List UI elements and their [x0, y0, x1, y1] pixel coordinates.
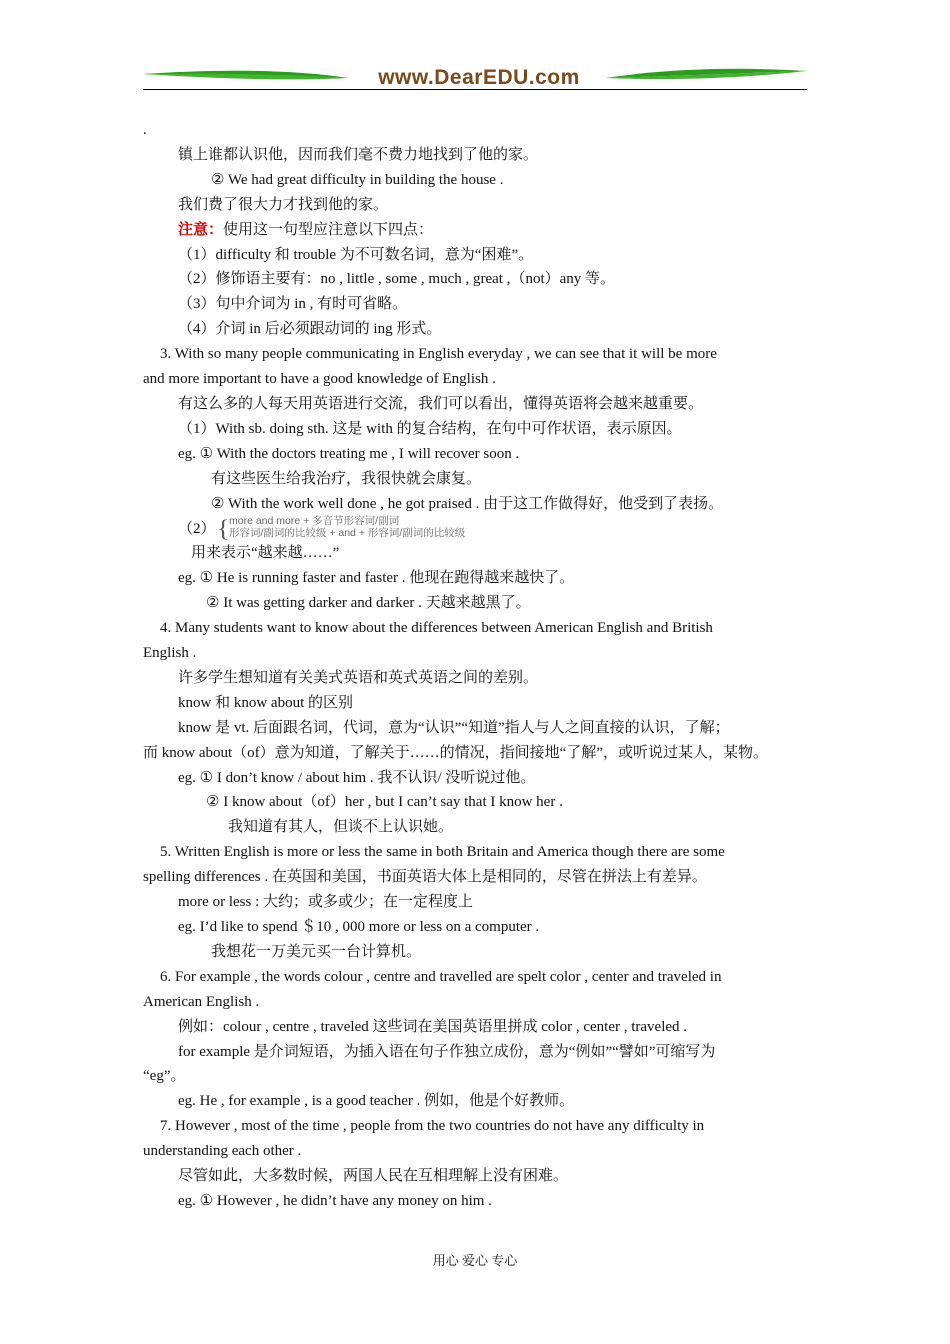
document-body	[143, 118, 823, 1214]
text-line: 有这些医生给我治疗，我很快就会康复。	[211, 470, 482, 487]
text-line: （1）With sb. doing sth. 这是 with 的复合结构，在句中可作状语，表示原因。	[178, 420, 682, 437]
brace-number: （2）	[178, 520, 216, 537]
text-line: 7. However , most of the time , people from the two countries do not have any difficulty in	[160, 1118, 705, 1135]
text-line: and more important to have a good knowledge of English .	[143, 371, 496, 388]
text-line: eg. ① I don’t know / about him . 我不认识/ 没听说过他。	[178, 769, 536, 786]
brace-formula	[143, 514, 823, 542]
text-line: ② We had great difficulty in building the house .	[211, 171, 504, 188]
text-line: eg. I’d like to spend ＄10 , 000 more or less on a computer .	[178, 918, 540, 935]
text-line: eg. He , for example , is a good teacher . 例如，他是个好教师。	[178, 1093, 575, 1110]
text-line: 我想花一万美元买一台计算机。	[211, 943, 422, 960]
text-line: American English .	[143, 993, 260, 1010]
text-line: eg. ① He is running faster and faster . 他现在跑得越来越快了。	[178, 570, 575, 587]
text-line: 3. With so many people communicating in English everyday , we can see that it will be more	[160, 346, 717, 363]
text-line: （1）difficulty 和 trouble 为不可数名词，意为“困难”。	[178, 246, 534, 263]
text-line: 例如：colour , centre , traveled 这些词在美国英语里拼成 color , center , traveled .	[178, 1018, 688, 1035]
note-label: 注意：	[178, 221, 224, 238]
text-line: 而 know about（of）意为知道，了解关于……的情况，指间接地“了解”，或听说过某人，某物。	[143, 744, 768, 761]
text-line: 我知道有其人，但谈不上认识她。	[228, 819, 454, 836]
text-line: ② I know about（of）her , but I can’t say that I know her .	[206, 794, 563, 811]
text-line: 许多学生想知道有关美式英语和英式英语之间的差别。	[178, 669, 539, 686]
text-line: 镇上谁都认识他，因而我们毫不费力地找到了他的家。	[178, 146, 539, 163]
text-line: more or less : 大约；或多或少；在一定程度上	[178, 894, 473, 911]
brace-option-a: more and more + 多音节形容词/副词	[229, 514, 400, 527]
note-text: 使用这一句型应注意以下四点：	[223, 221, 434, 238]
left-brace-icon: {	[217, 514, 230, 542]
text-line: 我们费了很大力才找到他的家。	[178, 196, 389, 213]
text-line: （3）句中介词为 in , 有时可省略。	[178, 296, 408, 313]
text-line: 6. For example , the words colour , centre and travelled are spelt color , center and traveled in	[160, 968, 722, 985]
text-line: eg. ① With the doctors treating me , I will recover soon .	[178, 445, 520, 462]
text-line: 用来表示“越来越……”	[191, 545, 340, 562]
page-footer: 用心 爱心 专心	[432, 1253, 518, 1268]
text-line: “eg”。	[143, 1068, 186, 1085]
text-line: for example 是介词短语，为插入语在句子作独立成份，意为“例如”“譬如”可缩写为	[178, 1043, 716, 1060]
brace-option-b: 形容词/副词的比较级 + and + 形容词/副词的比较级	[229, 526, 466, 539]
site-logo-text: www.DearEDU.com	[378, 66, 580, 89]
text-line: English .	[143, 645, 197, 662]
text-line: understanding each other .	[143, 1143, 302, 1160]
text-line: eg. ① However , he didn’t have any money on him .	[178, 1192, 492, 1209]
text-line: .	[143, 122, 147, 138]
text-line: know 和 know about 的区别	[178, 694, 353, 711]
text-line: ② With the work well done , he got praised . 由于这工作做得好，他受到了表扬。	[211, 495, 724, 512]
text-line: 5. Written English is more or less the same in both Britain and America though there are some	[160, 844, 725, 861]
text-line: ② It was getting darker and darker . 天越来越黑了。	[206, 595, 531, 612]
text-line: （4）介词 in 后必须跟动词的 ing 形式。	[178, 321, 442, 338]
text-line: spelling differences . 在英国和美国，书面英语大体上是相同的，尽管在拼法上有差异。	[143, 869, 707, 886]
header-rule	[143, 89, 807, 90]
text-line: （2）修饰语主要有：no , little , some , much , great ,（not）any 等。	[178, 271, 616, 288]
text-line: 尽管如此，大多数时候，两国人民在互相理解上没有困难。	[178, 1168, 569, 1185]
text-line: 有这么多的人每天用英语进行交流，我们可以看出，懂得英语将会越来越重要。	[178, 395, 704, 412]
text-line: know 是 vt. 后面跟名词，代词，意为“认识”“知道”指人与人之间直接的认识，了解；	[178, 719, 730, 736]
text-line: 4. Many students want to know about the differences between American English and British	[160, 620, 713, 637]
note-line	[143, 218, 823, 243]
